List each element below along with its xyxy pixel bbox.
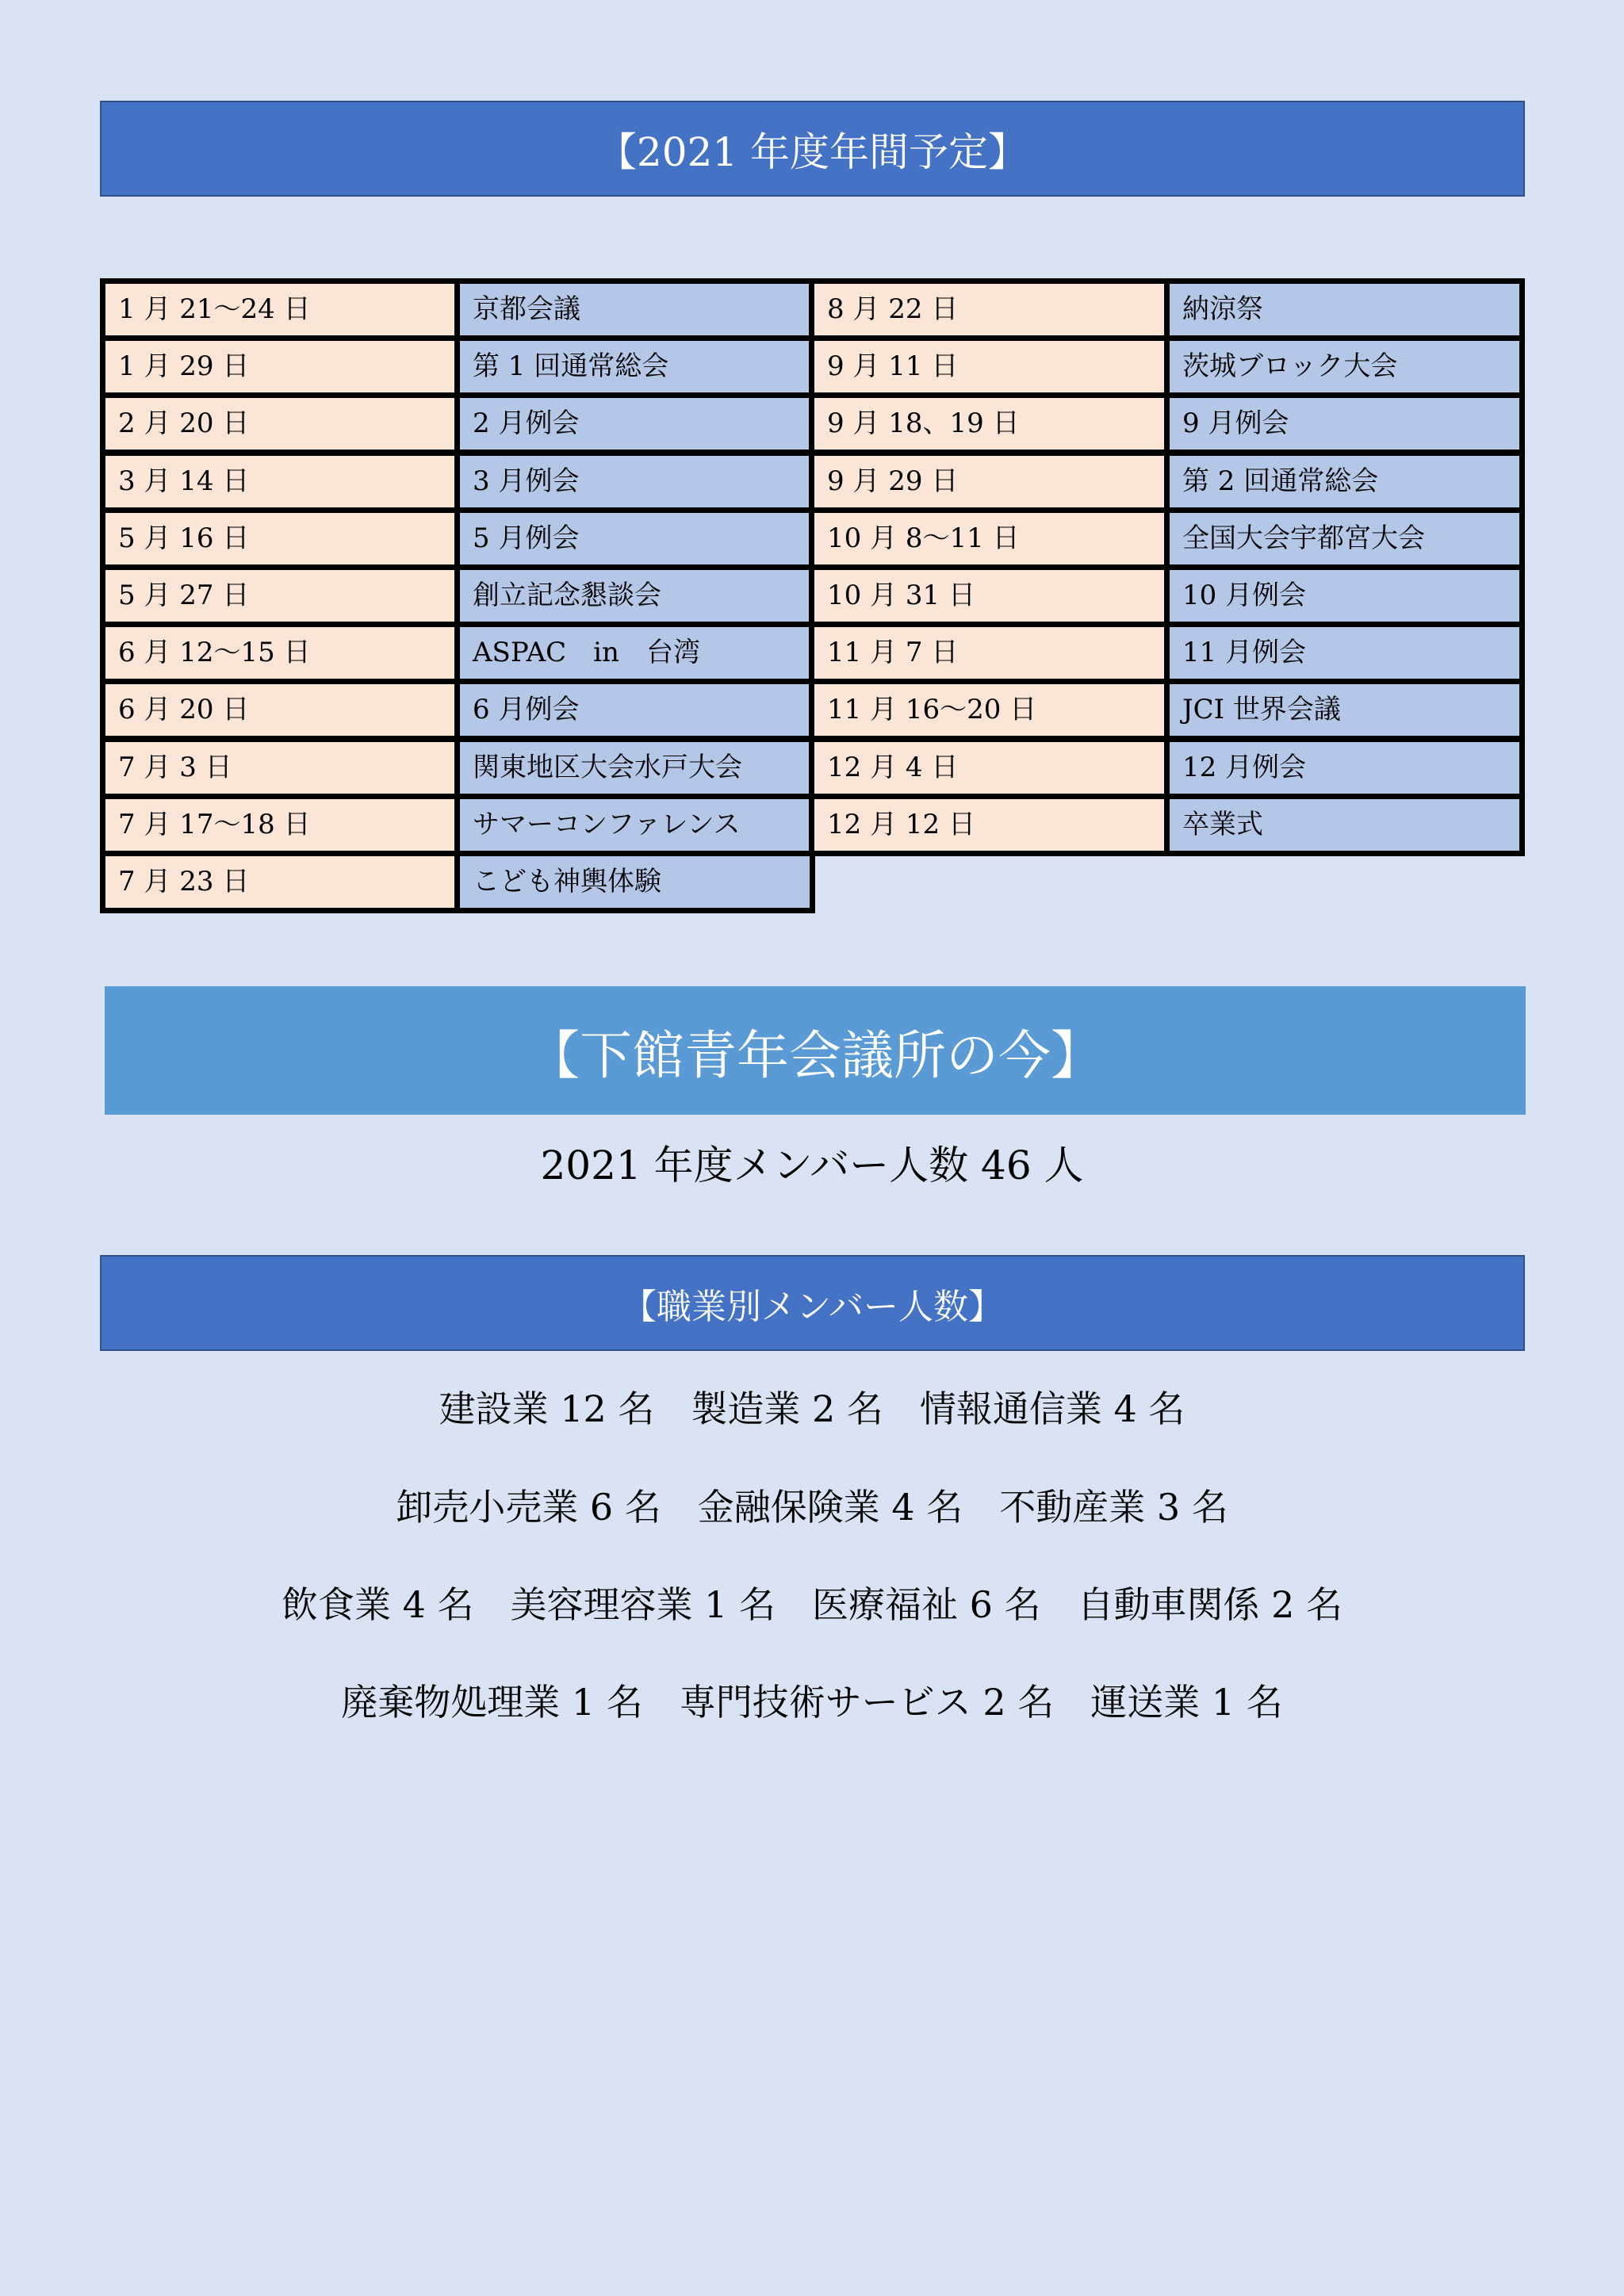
schedule-event-cell: 第 1 回通常総会 [454, 335, 815, 398]
schedule-date-cell: 7 月 3 日 [100, 737, 461, 799]
schedule-event-cell: 茨城ブロック大会 [1164, 335, 1525, 398]
schedule-date-cell: 6 月 12～15 日 [100, 622, 461, 684]
schedule-event-cell: 5 月例会 [454, 507, 815, 570]
schedule-event-cell: こども神輿体験 [454, 851, 815, 913]
member-count-text: 2021 年度メンバー人数 46 人 [540, 1142, 1084, 1188]
schedule-event-cell: 10 月例会 [1164, 564, 1525, 627]
schedule-date-cell: 1 月 21～24 日 [100, 278, 461, 341]
schedule-date-cell: 12 月 4 日 [809, 737, 1170, 799]
schedule-date-cell: 11 月 16～20 日 [809, 679, 1170, 741]
occupation-line: 廃棄物処理業 1 名 専門技術サービス 2 名 運送業 1 名 [341, 1681, 1283, 1724]
schedule-event-cell: 卒業式 [1164, 794, 1525, 856]
occupation-banner [100, 1255, 1525, 1351]
schedule-event-cell: 3 月例会 [454, 450, 815, 513]
schedule-date-cell: 9 月 29 日 [809, 450, 1170, 513]
schedule-banner-title: 【2021 年度年間予定】 [596, 128, 1028, 175]
schedule-event-cell: 第 2 回通常総会 [1164, 450, 1525, 513]
schedule-event-cell: 京都会議 [454, 278, 815, 341]
schedule-date-cell: 10 月 8～11 日 [809, 507, 1170, 570]
schedule-date-cell: 9 月 11 日 [809, 335, 1170, 398]
occupation-line: 卸売小売業 6 名 金融保険業 4 名 不動産業 3 名 [396, 1486, 1228, 1529]
schedule-event-cell: 2 月例会 [454, 392, 815, 455]
schedule-event-cell: 納涼祭 [1164, 278, 1525, 341]
schedule-date-cell: 2 月 20 日 [100, 392, 461, 455]
now-banner [105, 986, 1526, 1115]
schedule-event-cell: 12 月例会 [1164, 737, 1525, 799]
schedule-event-cell: 9 月例会 [1164, 392, 1525, 455]
occupation-line: 飲食業 4 名 美容理容業 1 名 医療福祉 6 名 自動車関係 2 名 [281, 1583, 1343, 1626]
schedule-event-cell: 創立記念懇談会 [454, 564, 815, 627]
now-banner-title: 【下館青年会議所の今】 [527, 1024, 1103, 1086]
occupation-banner-title: 【職業別メンバー人数】 [622, 1286, 1003, 1327]
schedule-date-cell: 11 月 7 日 [809, 622, 1170, 684]
schedule-event-cell: 全国大会宇都宮大会 [1164, 507, 1525, 570]
schedule-date-cell: 10 月 31 日 [809, 564, 1170, 627]
schedule-date-cell: 6 月 20 日 [100, 679, 461, 741]
schedule-date-cell: 3 月 14 日 [100, 450, 461, 513]
occupation-line: 建設業 12 名 製造業 2 名 情報通信業 4 名 [439, 1387, 1185, 1430]
schedule-banner [100, 101, 1525, 197]
schedule-event-cell: 6 月例会 [454, 679, 815, 741]
schedule-event-cell: JCI 世界会議 [1164, 679, 1525, 741]
schedule-date-cell: 5 月 27 日 [100, 564, 461, 627]
schedule-event-cell: 関東地区大会水戸大会 [454, 737, 815, 799]
schedule-event-cell: 11 月例会 [1164, 622, 1525, 684]
schedule-event-cell: サマーコンファレンス [454, 794, 815, 856]
schedule-date-cell: 12 月 12 日 [809, 794, 1170, 856]
schedule-date-cell: 5 月 16 日 [100, 507, 461, 570]
schedule-date-cell: 8 月 22 日 [809, 278, 1170, 341]
schedule-date-cell: 7 月 17～18 日 [100, 794, 461, 856]
schedule-date-cell: 1 月 29 日 [100, 335, 461, 398]
schedule-date-cell: 7 月 23 日 [100, 851, 461, 913]
schedule-date-cell: 9 月 18、19 日 [809, 392, 1170, 455]
schedule-event-cell: ASPAC in 台湾 [454, 622, 815, 684]
